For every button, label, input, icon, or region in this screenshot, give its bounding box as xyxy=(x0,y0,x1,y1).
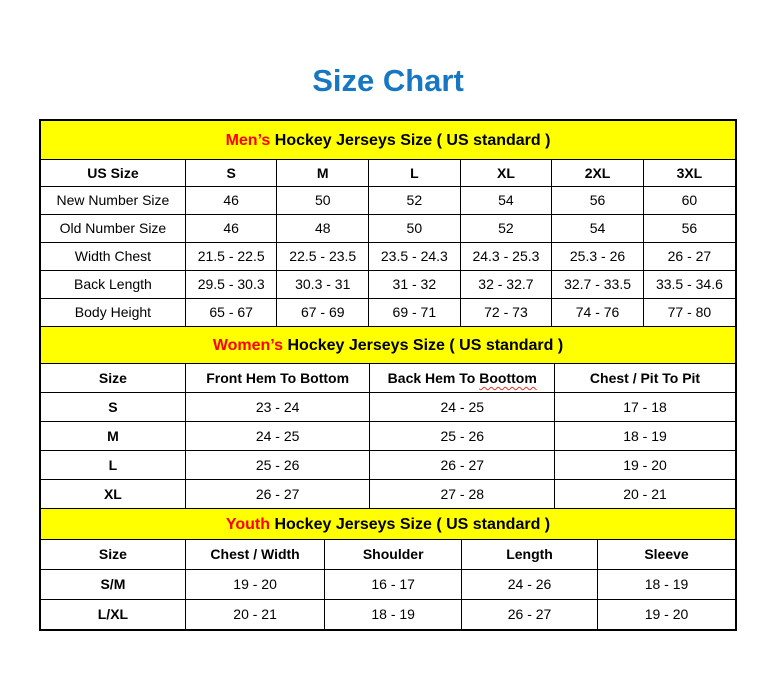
table-row xyxy=(41,298,735,326)
column-header-us-size: US Size xyxy=(41,160,185,186)
size-chart xyxy=(39,119,737,631)
row-label: L/XL xyxy=(41,599,185,629)
table-row xyxy=(41,242,735,270)
table-cell: 20 - 21 xyxy=(555,480,735,509)
table-cell: 23 - 24 xyxy=(185,393,370,422)
column-header-back-hem xyxy=(370,364,555,393)
row-label: Old Number Size xyxy=(41,214,185,242)
table-row xyxy=(41,599,735,629)
table-cell: 16 - 17 xyxy=(325,569,462,599)
table-cell: 24.3 - 25.3 xyxy=(460,242,552,270)
table-cell: 77 - 80 xyxy=(643,298,735,326)
table-row xyxy=(41,393,735,422)
misspelled-word-boottom: Boottom xyxy=(479,369,537,386)
table-cell: 18 - 19 xyxy=(325,599,462,629)
table-cell: 24 - 25 xyxy=(185,422,370,451)
table-cell: 21.5 - 22.5 xyxy=(185,242,277,270)
table-cell: 72 - 73 xyxy=(460,298,552,326)
table-cell: 18 - 19 xyxy=(555,422,735,451)
youth-section-header xyxy=(41,509,735,540)
column-header-chest-pit: Chest / Pit To Pit xyxy=(555,364,735,393)
table-row xyxy=(41,569,735,599)
womens-size-table xyxy=(41,364,735,510)
table-cell: 23.5 - 24.3 xyxy=(369,242,461,270)
row-label: S/M xyxy=(41,569,185,599)
table-row xyxy=(41,451,735,480)
table-cell: 25 - 26 xyxy=(185,451,370,480)
column-header-sleeve: Sleeve xyxy=(598,540,735,569)
table-cell: 26 - 27 xyxy=(185,480,370,509)
table-cell: 19 - 20 xyxy=(555,451,735,480)
youth-highlight: Youth xyxy=(225,516,270,533)
table-row xyxy=(41,480,735,509)
row-label: New Number Size xyxy=(41,186,185,214)
table-cell: 19 - 20 xyxy=(598,599,735,629)
column-header-2xl: 2XL xyxy=(552,160,644,186)
page-title: Size Chart xyxy=(312,63,464,98)
youth-header-row xyxy=(41,540,735,569)
table-row xyxy=(41,422,735,451)
column-header-3xl: 3XL xyxy=(643,160,735,186)
table-cell: 74 - 76 xyxy=(552,298,644,326)
table-cell: 30.3 - 31 xyxy=(277,270,369,298)
table-cell: 19 - 20 xyxy=(185,569,324,599)
table-cell: 27 - 28 xyxy=(370,480,555,509)
womens-highlight: Women’s xyxy=(212,336,284,354)
row-label: XL xyxy=(41,480,185,509)
column-header-s: S xyxy=(185,160,277,186)
row-label: Back Length xyxy=(41,270,185,298)
table-cell: 54 xyxy=(460,186,552,214)
table-cell: 46 xyxy=(185,214,277,242)
table-cell: 48 xyxy=(277,214,369,242)
table-cell: 60 xyxy=(643,186,735,214)
table-row xyxy=(41,270,735,298)
row-label: M xyxy=(41,422,185,451)
mens-header-row xyxy=(41,160,735,186)
table-cell: 54 xyxy=(552,214,644,242)
row-label: Width Chest xyxy=(41,242,185,270)
table-cell: 46 xyxy=(185,186,277,214)
table-row xyxy=(41,214,735,242)
mens-section-header xyxy=(41,121,735,160)
womens-heading-rest: Hockey Jerseys Size ( US standard ) xyxy=(283,336,564,354)
table-cell: 69 - 71 xyxy=(369,298,461,326)
table-cell: 24 - 25 xyxy=(370,393,555,422)
table-cell: 25.3 - 26 xyxy=(552,242,644,270)
table-cell: 52 xyxy=(460,214,552,242)
table-row xyxy=(41,186,735,214)
row-label: S xyxy=(41,393,185,422)
table-cell: 50 xyxy=(277,186,369,214)
table-cell: 56 xyxy=(552,186,644,214)
mens-highlight: Men’s xyxy=(225,132,271,149)
table-cell: 20 - 21 xyxy=(185,599,324,629)
column-header-shoulder: Shoulder xyxy=(325,540,462,569)
womens-section-header xyxy=(41,327,735,364)
table-cell: 22.5 - 23.5 xyxy=(277,242,369,270)
youth-heading-rest: Hockey Jerseys Size ( US standard ) xyxy=(270,516,551,533)
back-hem-label: Back Hem To xyxy=(387,369,476,386)
table-cell: 26 - 27 xyxy=(643,242,735,270)
row-label: Body Height xyxy=(41,298,185,326)
column-header-chest-width: Chest / Width xyxy=(185,540,324,569)
column-header-length: Length xyxy=(462,540,598,569)
table-cell: 33.5 - 34.6 xyxy=(643,270,735,298)
table-cell: 50 xyxy=(369,214,461,242)
mens-size-table xyxy=(41,160,735,327)
table-cell: 65 - 67 xyxy=(185,298,277,326)
table-cell: 32 - 32.7 xyxy=(460,270,552,298)
column-header-size: Size xyxy=(41,540,185,569)
column-header-front-hem: Front Hem To Bottom xyxy=(185,364,370,393)
row-label: L xyxy=(41,451,185,480)
table-cell: 26 - 27 xyxy=(462,599,598,629)
table-cell: 31 - 32 xyxy=(369,270,461,298)
table-cell: 32.7 - 33.5 xyxy=(552,270,644,298)
table-cell: 67 - 69 xyxy=(277,298,369,326)
table-cell: 24 - 26 xyxy=(462,569,598,599)
table-cell: 18 - 19 xyxy=(598,569,735,599)
table-cell: 26 - 27 xyxy=(370,451,555,480)
column-header-m: M xyxy=(277,160,369,186)
table-cell: 25 - 26 xyxy=(370,422,555,451)
table-cell: 29.5 - 30.3 xyxy=(185,270,277,298)
table-cell: 17 - 18 xyxy=(555,393,735,422)
womens-header-row xyxy=(41,364,735,393)
column-header-l: L xyxy=(369,160,461,186)
column-header-size: Size xyxy=(41,364,185,393)
youth-size-table xyxy=(41,540,735,629)
column-header-xl: XL xyxy=(460,160,552,186)
table-cell: 52 xyxy=(369,186,461,214)
table-cell: 56 xyxy=(643,214,735,242)
mens-heading-rest: Hockey Jerseys Size ( US standard ) xyxy=(270,132,551,149)
